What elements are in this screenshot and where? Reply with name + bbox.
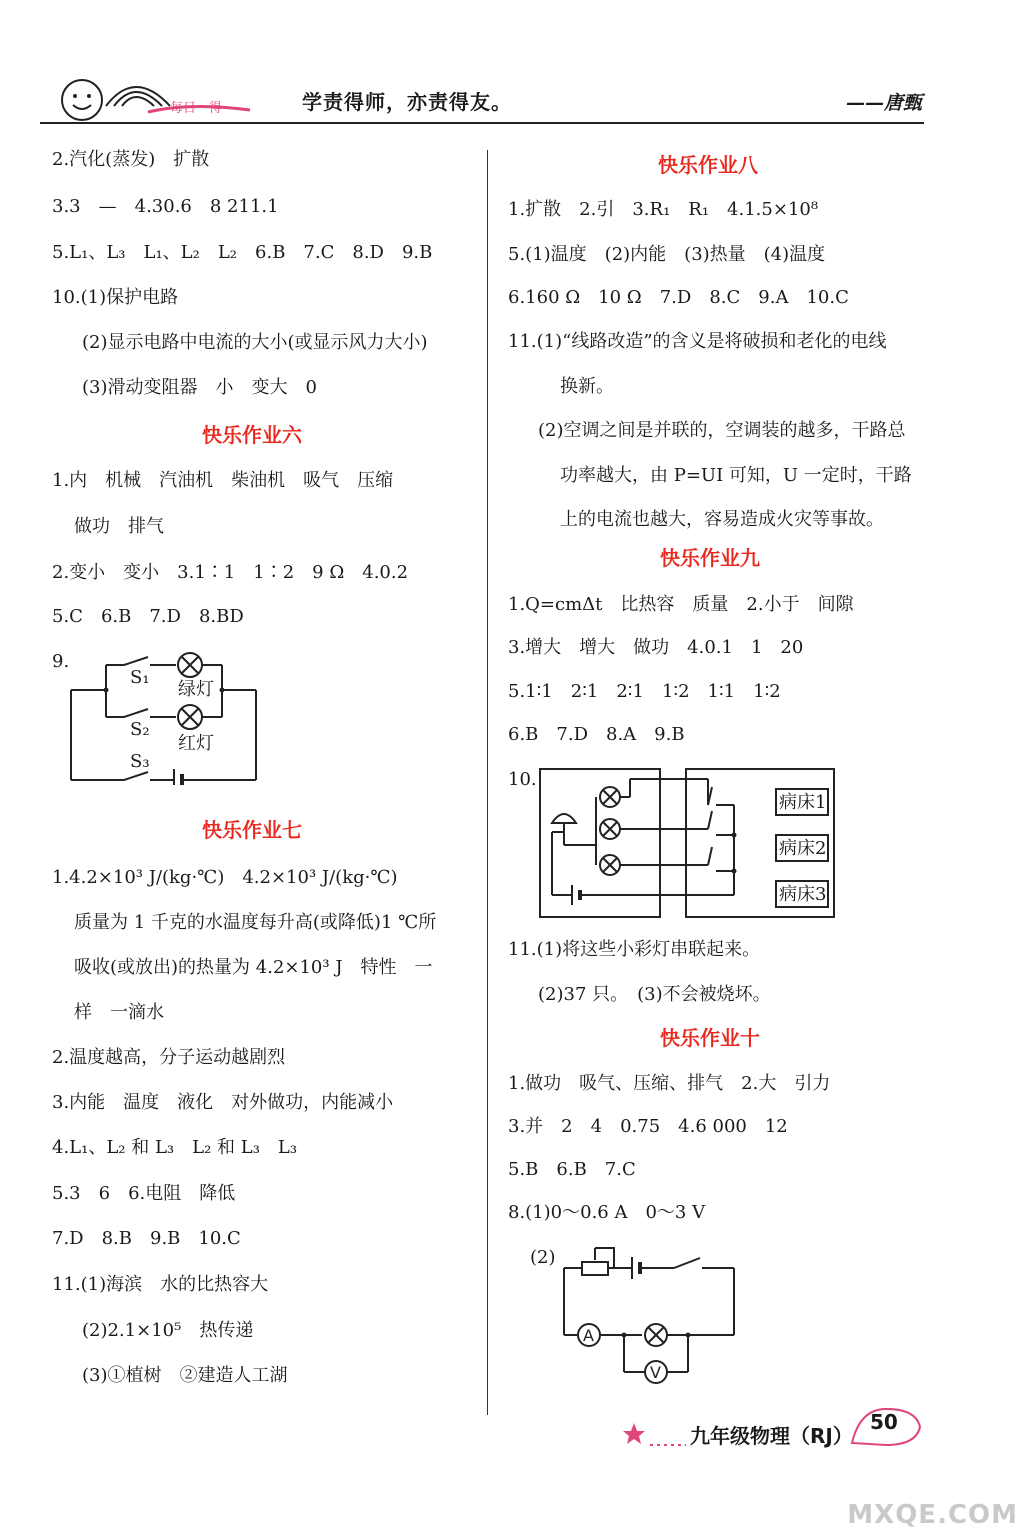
- answer-line: 5.3 6 6.电阻 降低: [52, 1183, 236, 1204]
- watermark: [810, 1460, 1030, 1536]
- watermark-text: MXQE.COM: [847, 1500, 1018, 1530]
- switch-s1-label: S₁: [130, 667, 150, 688]
- answer-line: 3.3 — 4.30.6 8 211.1: [52, 196, 279, 217]
- answer-line: 1.扩散 2.引 3.R₁ R₁ 4.1.5×10⁸: [508, 199, 819, 220]
- answer-line: 1.Q=cmΔt 比热容 质量 2.小于 间隙: [508, 594, 854, 615]
- section-heading-9: 快乐作业九: [660, 546, 760, 570]
- circuit-diagram-9: [66, 645, 286, 785]
- answer-line: 吸收(或放出)的热量为 4.2×10³ J 特性 一: [74, 957, 433, 978]
- answer-line: 10.: [508, 769, 537, 790]
- page-number: 50: [870, 1410, 898, 1434]
- switch-s2-label: S₂: [130, 719, 150, 740]
- answer-line: (3)滑动变阻器 小 变大 0: [82, 377, 317, 398]
- answer-line: 做功 排气: [74, 516, 164, 537]
- answer-line: 9.: [52, 651, 70, 672]
- answer-line: 3.并 2 4 0.75 4.6 000 12: [508, 1116, 788, 1137]
- section-heading-8: 快乐作业八: [658, 153, 758, 177]
- answer-line: 10.(1)保护电路: [52, 287, 179, 308]
- answer-line: 5.L₁、L₃ L₁、L₂ L₂ 6.B 7.C 8.D 9.B: [52, 242, 433, 263]
- red-lamp-label: 红灯: [178, 733, 214, 754]
- answer-line: 11.(1)海滨 水的比热容大: [52, 1274, 269, 1295]
- answer-line: 7.D 8.B 9.B 10.C: [52, 1228, 241, 1249]
- ammeter-label: A: [583, 1326, 594, 1345]
- section-heading-10: 快乐作业十: [660, 1026, 760, 1050]
- motto: 学责得师，亦责得友。: [302, 90, 512, 114]
- answer-line: (2)显示电路中电流的大小(或显示风力大小): [82, 332, 428, 353]
- answer-line: 1.4.2×10³ J/(kg·℃) 4.2×10³ J/(kg·℃): [52, 867, 398, 888]
- answer-line: 11.(1)“线路改造”的含义是将破损和老化的电线: [508, 331, 887, 352]
- answer-line: 3.内能 温度 液化 对外做功，内能减小: [52, 1092, 394, 1113]
- circuit-diagram-8: [554, 1240, 764, 1385]
- book-title: 九年级物理（RJ）: [690, 1424, 853, 1448]
- answer-line: 5.(1)温度 (2)内能 (3)热量 (4)温度: [508, 244, 826, 265]
- answer-line: 5.B 6.B 7.C: [508, 1159, 636, 1180]
- answer-line: 1.内 机械 汽油机 柴油机 吸气 压缩: [52, 470, 394, 491]
- motto-author: ——唐甄: [845, 92, 922, 114]
- answer-line: 功率越大，由 P=UI 可知，U 一定时，干路: [560, 465, 912, 486]
- answer-line: 11.(1)将这些小彩灯串联起来。: [508, 939, 761, 960]
- answer-line: 6.B 7.D 8.A 9.B: [508, 724, 685, 745]
- answer-line: 2.变小 变小 3.1∶1 1∶2 9 Ω 4.0.2: [52, 562, 409, 583]
- answer-line: 质量为 1 千克的水温度每升高(或降低)1 ℃所: [74, 912, 437, 933]
- answer-line: 3.增大 增大 做功 4.0.1 1 20: [508, 637, 804, 658]
- logo-text: 每日一得: [170, 101, 223, 116]
- bed-2-label: 病床2: [779, 838, 827, 859]
- answer-line: (2)2.1×10⁵ 热传递: [82, 1320, 254, 1341]
- answer-line: 上的电流也越大，容易造成火灾等事故。: [560, 509, 884, 530]
- answer-line: 1.做功 吸气、压缩、排气 2.大 引力: [508, 1073, 831, 1094]
- page-header: [40, 60, 930, 130]
- answer-line: 换新。: [560, 376, 614, 397]
- answer-line: (2)37 只。 (3)不会被烧坏。: [538, 984, 771, 1005]
- bed-1-label: 病床1: [779, 792, 827, 813]
- answer-line: 2.汽化(蒸发) 扩散: [52, 149, 210, 170]
- voltmeter-label: V: [650, 1363, 661, 1382]
- sun-rainbow-logo: [40, 60, 260, 130]
- answer-line: 4.L₁、L₂ 和 L₃ L₂ 和 L₃ L₃: [52, 1137, 298, 1158]
- answer-line: 8.(1)0～0.6 A 0～3 V: [508, 1202, 706, 1223]
- header-divider: [40, 122, 924, 124]
- circuit-diagram-10: [536, 765, 841, 923]
- answer-line: (2)空调之间是并联的，空调装的越多，干路总: [538, 420, 906, 441]
- bed-3-label: 病床3: [779, 884, 827, 905]
- answer-line: (3)①植树 ②建造人工湖: [82, 1365, 288, 1386]
- answer-line: 2.温度越高，分子运动越剧烈: [52, 1047, 286, 1068]
- switch-s3-label: S₃: [130, 751, 150, 772]
- star-icon: [620, 1415, 690, 1455]
- answer-line: 样 一滴水: [74, 1002, 164, 1023]
- green-lamp-label: 绿灯: [178, 679, 214, 700]
- answer-line: 5.1∶1 2∶1 2∶1 1∶2 1∶1 1∶2: [508, 681, 781, 702]
- answer-line: 6.160 Ω 10 Ω 7.D 8.C 9.A 10.C: [508, 287, 849, 308]
- page-footer: [620, 1405, 940, 1465]
- answer-line: (2): [530, 1247, 556, 1268]
- section-heading-6: 快乐作业六: [202, 423, 302, 447]
- answer-line: 5.C 6.B 7.D 8.BD: [52, 606, 244, 627]
- section-heading-7: 快乐作业七: [202, 818, 302, 842]
- column-divider: [487, 150, 488, 1415]
